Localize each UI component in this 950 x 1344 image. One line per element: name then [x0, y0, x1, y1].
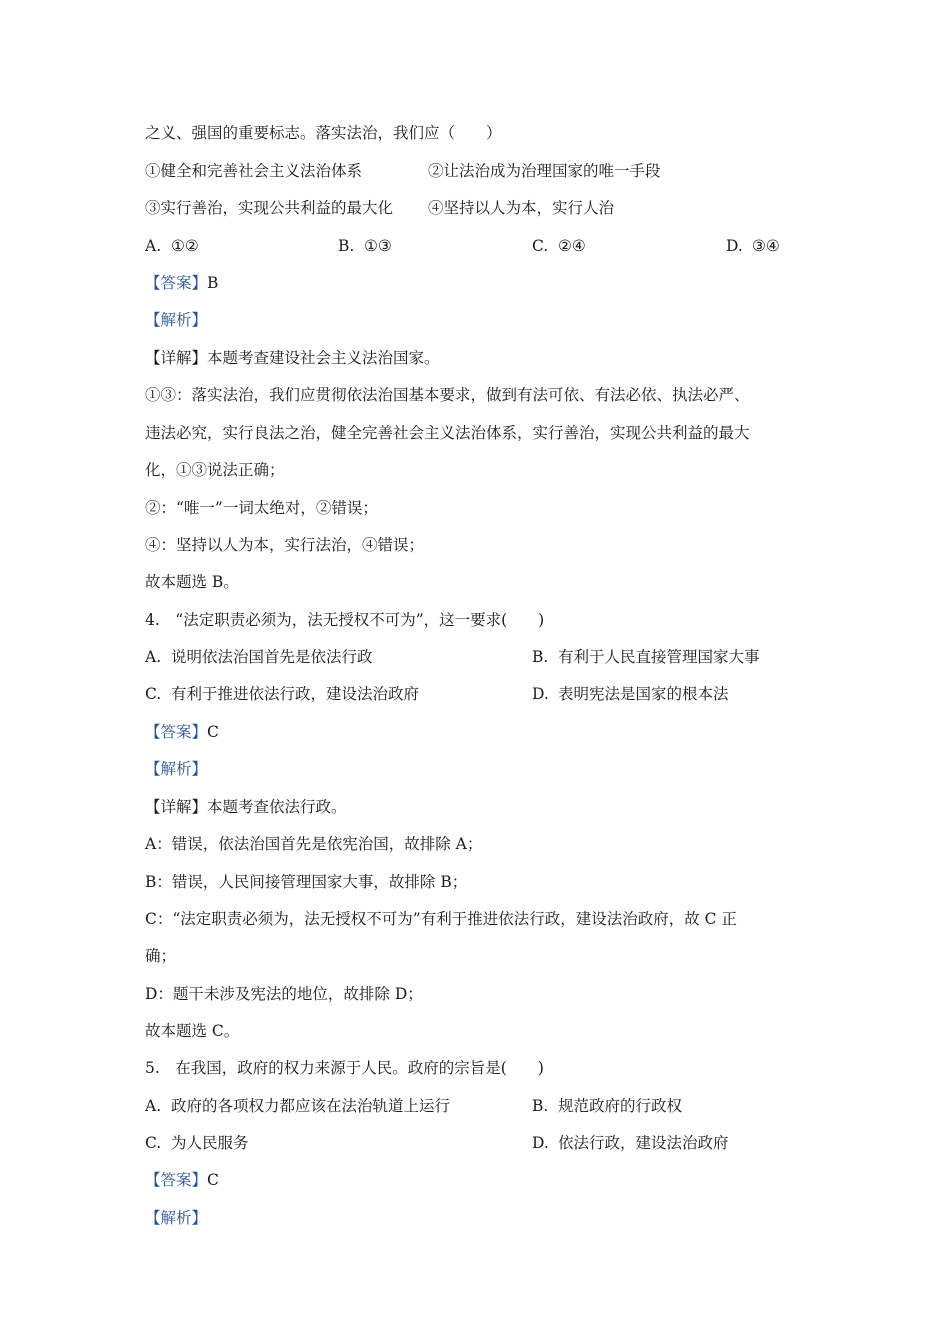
q5-analysis-heading [145, 1208, 207, 1228]
option-text: ②④ [558, 237, 586, 255]
q4-option-a [145, 647, 373, 667]
option-letter: D. [532, 685, 549, 703]
detail-label: 【详解】 [145, 798, 208, 816]
q3-detail-line-3: 化，①③说法正确； [145, 461, 285, 479]
answer-label: 【答案】 [145, 1171, 208, 1189]
option-text: 表明宪法是国家的根本法 [558, 685, 729, 703]
q4-detail [145, 797, 347, 817]
q3-stem-tail: 之义、强国的重要标志。落实法治，我们应（ ） [145, 124, 502, 142]
option-text: 为人民服务 [171, 1134, 249, 1152]
q3-statement-1: ①健全和完善社会主义法治体系 [145, 162, 363, 180]
q3-statement-4: ④坚持以人为本，实行人治 [428, 199, 615, 217]
q5-answer [145, 1170, 219, 1190]
q3-option-d [726, 236, 780, 256]
q4-stem: 4. “法定职责必须为，法无授权不可为”，这一要求( ) [145, 611, 545, 629]
answer-label: 【答案】 [145, 274, 208, 292]
q5-stem: 5. 在我国，政府的权力来源于人民。政府的宗旨是( ) [145, 1059, 544, 1077]
option-letter: A. [145, 1097, 162, 1115]
option-letter: C. [532, 237, 549, 255]
q4-analysis-heading [145, 759, 207, 779]
detail-label: 【详解】 [145, 349, 208, 367]
q3-detail [145, 348, 440, 368]
q4-option-d [532, 684, 729, 704]
option-text: 政府的各项权力都应该在法治轨道上运行 [171, 1097, 451, 1115]
option-letter: B. [532, 1097, 549, 1115]
q5-option-b [532, 1096, 682, 1116]
q4-answer [145, 722, 219, 742]
option-text: 规范政府的行政权 [558, 1097, 683, 1115]
option-letter: C. [145, 685, 162, 703]
q4-detail-line-3: C：“法定职责必须为，法无授权不可为”有利于推进依法行政，建设法治政府，故 C 正 [145, 910, 737, 928]
q3-option-a [145, 236, 199, 256]
option-text: ①② [171, 237, 199, 255]
option-letter: D. [532, 1134, 549, 1152]
q5-option-a [145, 1096, 450, 1116]
option-letter: B. [532, 648, 549, 666]
option-letter: B. [338, 237, 355, 255]
option-letter: A. [145, 648, 162, 666]
answer-label: 【答案】 [145, 723, 208, 741]
q4-detail-line-2: B：错误，人民间接管理国家大事，故排除 B； [145, 873, 468, 891]
analysis-label: 【解析】 [145, 311, 208, 329]
q3-analysis-heading [145, 310, 207, 330]
q5-option-d [532, 1133, 729, 1153]
option-text: ③④ [752, 237, 780, 255]
option-text: 依法行政，建设法治政府 [558, 1134, 729, 1152]
q3-answer [145, 273, 218, 293]
detail-intro: 本题考查建设社会主义法治国家。 [207, 349, 440, 367]
q3-statement-2: ②让法治成为治理国家的唯一手段 [428, 162, 661, 180]
option-letter: C. [145, 1134, 162, 1152]
q3-detail-line-5: ④：坚持以人为本，实行法治，④错误； [145, 536, 425, 554]
q3-statement-3: ③实行善治，实现公共利益的最大化 [145, 199, 394, 217]
q4-detail-line-1: A：错误，依法治国首先是依宪治国，故排除 A； [145, 835, 483, 853]
option-text: 有利于推进依法行政，建设法治政府 [171, 685, 420, 703]
option-letter: A. [145, 237, 162, 255]
q5-option-c [145, 1133, 249, 1153]
answer-value: C [207, 1171, 219, 1189]
q4-detail-line-4: 确； [145, 947, 177, 965]
q3-option-c [532, 236, 586, 256]
q3-option-b [338, 236, 392, 256]
q3-conclusion: 故本题选 B。 [145, 573, 239, 591]
q4-conclusion: 故本题选 C。 [145, 1022, 240, 1040]
q4-detail-line-5: D：题干未涉及宪法的地位，故排除 D； [145, 985, 423, 1003]
detail-intro: 本题考查依法行政。 [207, 798, 347, 816]
analysis-label: 【解析】 [145, 760, 208, 778]
option-text: 有利于人民直接管理国家大事 [558, 648, 760, 666]
option-text: 说明依法治国首先是依法行政 [171, 648, 373, 666]
answer-value: C [207, 723, 219, 741]
q4-option-c [145, 684, 419, 704]
q4-option-b [532, 647, 760, 667]
q3-detail-line-4: ②：“唯一”一词太绝对，②错误； [145, 499, 378, 517]
answer-value: B [207, 274, 219, 292]
option-letter: D. [726, 237, 743, 255]
option-text: ①③ [364, 237, 392, 255]
q3-detail-line-1: ①③：落实法治，我们应贯彻依法治国基本要求，做到有法可依、有法必依、执法必严、 [145, 386, 750, 404]
q3-detail-line-2: 违法必究，实行良法之治，健全完善社会主义法治体系，实行善治，实现公共利益的最大 [145, 424, 750, 442]
analysis-label: 【解析】 [145, 1209, 208, 1227]
